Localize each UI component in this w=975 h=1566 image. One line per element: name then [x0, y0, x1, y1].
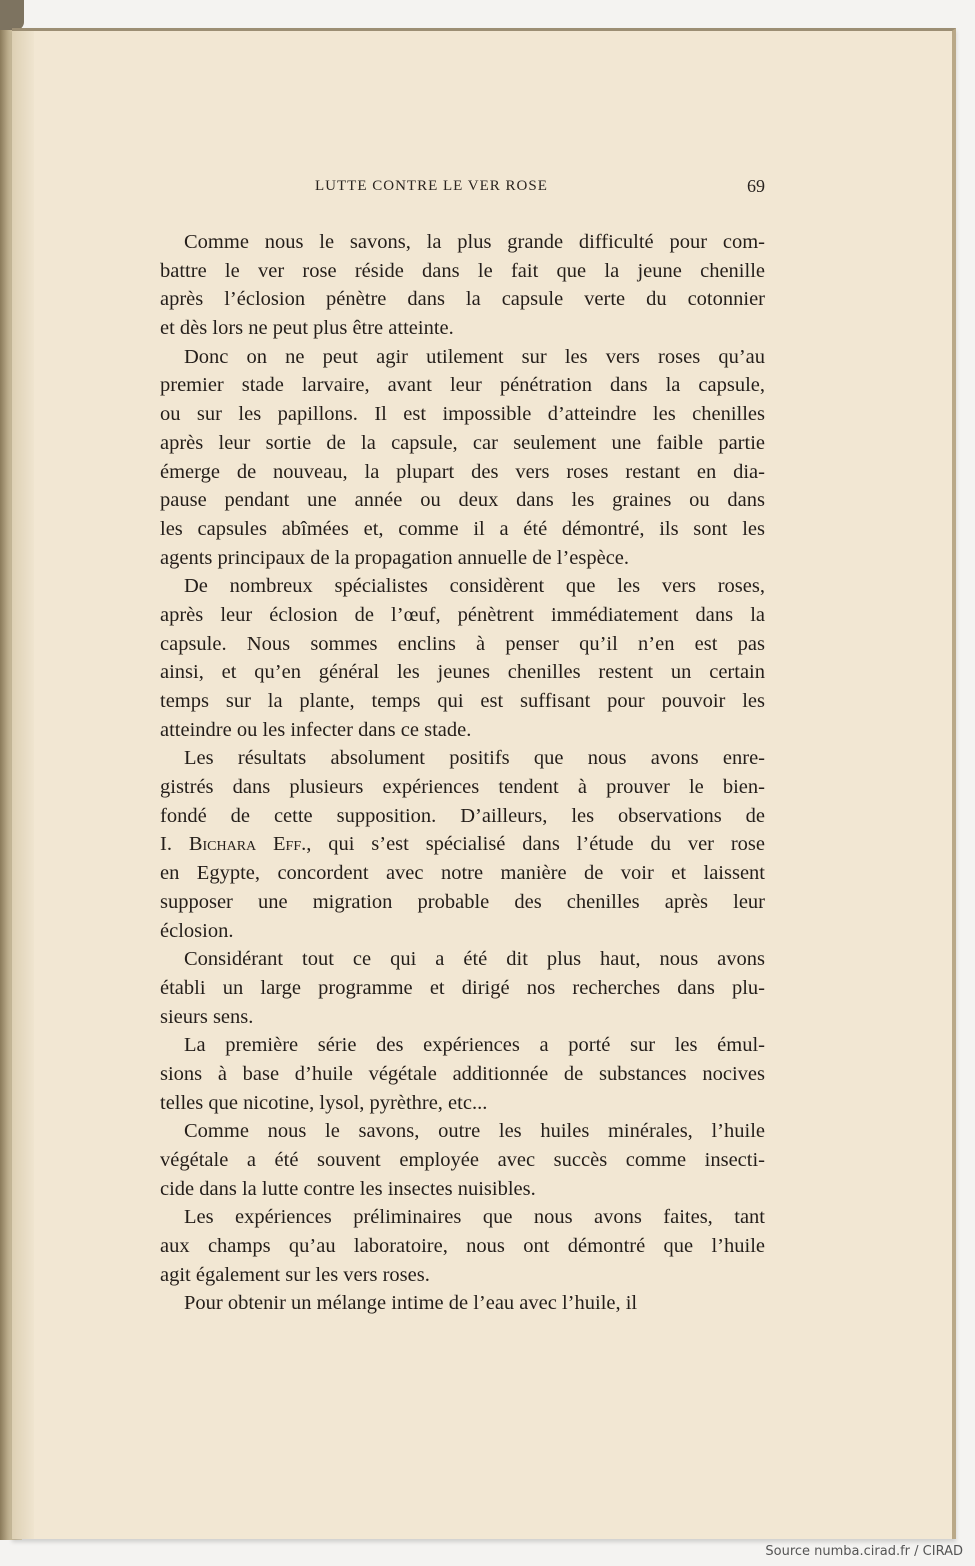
- text-line-content: pause pendant une année ou deux dans les graines ou dans: [160, 489, 765, 512]
- text-line: [160, 343, 765, 372]
- text-line-content: Comme nous le savons, la plus grande difficulté pour com-: [184, 231, 765, 253]
- text-line-content: I. Bichara Eff., qui s’est spécialisé dans l’étude du ver rose: [160, 833, 766, 856]
- text-line: [160, 888, 765, 917]
- text-line-content: Donc on ne peut agir utilement sur les vers roses qu’au: [184, 345, 765, 368]
- text-line: [160, 1003, 765, 1032]
- text-line: [160, 601, 765, 630]
- bookmark-ribbon: [0, 0, 24, 30]
- text-line: [160, 974, 765, 1003]
- text-line-content: sions à base d’huile végétale additionnée de substances nocives: [160, 1062, 765, 1085]
- running-title: LUTTE CONTRE LE VER ROSE: [315, 178, 548, 194]
- body-text: [160, 228, 765, 1318]
- text-line: [160, 285, 765, 314]
- text-line-content: après leur éclosion de l’œuf, pénètrent immédiatement dans la: [160, 603, 765, 626]
- text-line-content: les capsules abîmées et, comme il a été démontré, ils sont les: [160, 517, 765, 540]
- text-line-content: après leur sortie de la capsule, car seulement une faible partie: [160, 431, 765, 454]
- text-line: [160, 744, 765, 773]
- text-line-content: fondé de cette supposition. D’ailleurs, les observations de: [160, 804, 765, 827]
- text-line: [160, 257, 765, 286]
- text-line-content: Les résultats absolument positifs que nous avons enre-: [184, 747, 765, 770]
- text-line-content: sieurs sens.: [160, 1005, 254, 1028]
- text-line: [160, 371, 765, 400]
- page-number: 69: [747, 176, 765, 196]
- text-line-content: Comme nous le savons, outre les huiles minérales, l’huile: [184, 1120, 765, 1143]
- text-line: [160, 458, 765, 487]
- text-line-content: premier stade larvaire, avant leur pénétration dans la capsule,: [160, 374, 765, 397]
- text-line-content: établi un large programme et dirigé nos recherches dans plu-: [160, 976, 765, 999]
- text-line-content: atteindre ou les infecter dans ce stade.: [160, 718, 472, 741]
- text-line-content: temps sur la plante, temps qui est suffisant pour pouvoir les: [160, 690, 765, 712]
- text-line: [160, 515, 765, 544]
- text-line-content: Considérant tout ce qui a été dit plus haut, nous avons: [184, 948, 765, 971]
- text-line: [160, 1146, 765, 1175]
- text-line: [160, 429, 765, 458]
- text-line: [160, 228, 765, 257]
- text-line-content: en Egypte, concordent avec notre manière de voir et laissent: [160, 862, 765, 885]
- text-line-content: éclosion.: [160, 919, 234, 942]
- text-line: [160, 773, 765, 802]
- text-line: [160, 1261, 765, 1290]
- text-line: [160, 1117, 765, 1146]
- text-line: [160, 486, 765, 515]
- text-line: [160, 1232, 765, 1261]
- text-line-content: et dès lors ne peut plus être atteinte.: [160, 317, 454, 340]
- source-credit: Source numba.cirad.fr / CIRAD: [765, 1544, 963, 1559]
- text-line: [160, 1031, 765, 1060]
- text-line-content: agit également sur les vers roses.: [160, 1263, 430, 1286]
- text-line-content: ou sur les papillons. Il est impossible d’atteindre les chenilles: [160, 403, 765, 426]
- text-line-content: ainsi, et qu’en général les jeunes chenilles restent un certain: [160, 661, 765, 684]
- text-line: [160, 572, 765, 601]
- text-line-content: La première série des expériences a porté sur les émul-: [184, 1034, 765, 1057]
- text-line-content: telles que nicotine, lysol, pyrèthre, etc...: [160, 1091, 488, 1114]
- text-line-content: battre le ver rose réside dans le fait que la jeune chenille: [160, 259, 765, 282]
- text-line-content: gistrés dans plusieurs expériences tendent à prouver le bien-: [160, 776, 765, 799]
- text-line: [160, 802, 765, 831]
- text-line-content: supposer une migration probable des chenilles après leur: [160, 890, 765, 913]
- text-line-content: aux champs qu’au laboratoire, nous ont démontré que l’huile: [160, 1235, 765, 1258]
- text-line-content: après l’éclosion pénètre dans la capsule verte du cotonnier: [160, 288, 765, 311]
- text-line-content: agents principaux de la propagation annuelle de l’espèce.: [160, 546, 630, 569]
- text-line: [160, 400, 765, 429]
- text-line: [160, 1089, 765, 1118]
- text-line: [160, 917, 765, 946]
- page-header: [160, 178, 765, 204]
- text-line: [160, 687, 765, 716]
- text-line: [160, 1060, 765, 1089]
- text-line-content: Pour obtenir un mélange intime de l’eau avec l’huile, il: [184, 1292, 638, 1315]
- text-line: [160, 544, 765, 573]
- text-line-content: Les expériences préliminaires que nous avons faites, tant: [184, 1206, 765, 1229]
- text-line: [160, 630, 765, 659]
- text-line: [160, 658, 765, 687]
- text-line: [160, 314, 765, 343]
- text-line-content: capsule. Nous sommes enclins à penser qu’il n’en est pas: [160, 632, 765, 655]
- text-line: [160, 830, 765, 859]
- text-line-content: De nombreux spécialistes considèrent que les vers roses,: [184, 575, 765, 598]
- text-line: [160, 945, 765, 974]
- text-line: [160, 1289, 765, 1318]
- text-line-content: cide dans la lutte contre les insectes nuisibles.: [160, 1177, 536, 1200]
- text-line-content: émerge de nouveau, la plupart des vers roses restant en dia-: [160, 460, 765, 483]
- text-line: [160, 859, 765, 888]
- text-line: [160, 1203, 765, 1232]
- text-line: [160, 1175, 765, 1204]
- text-line-content: végétale a été souvent employée avec succès comme insecti-: [160, 1149, 765, 1171]
- text-line: [160, 716, 765, 745]
